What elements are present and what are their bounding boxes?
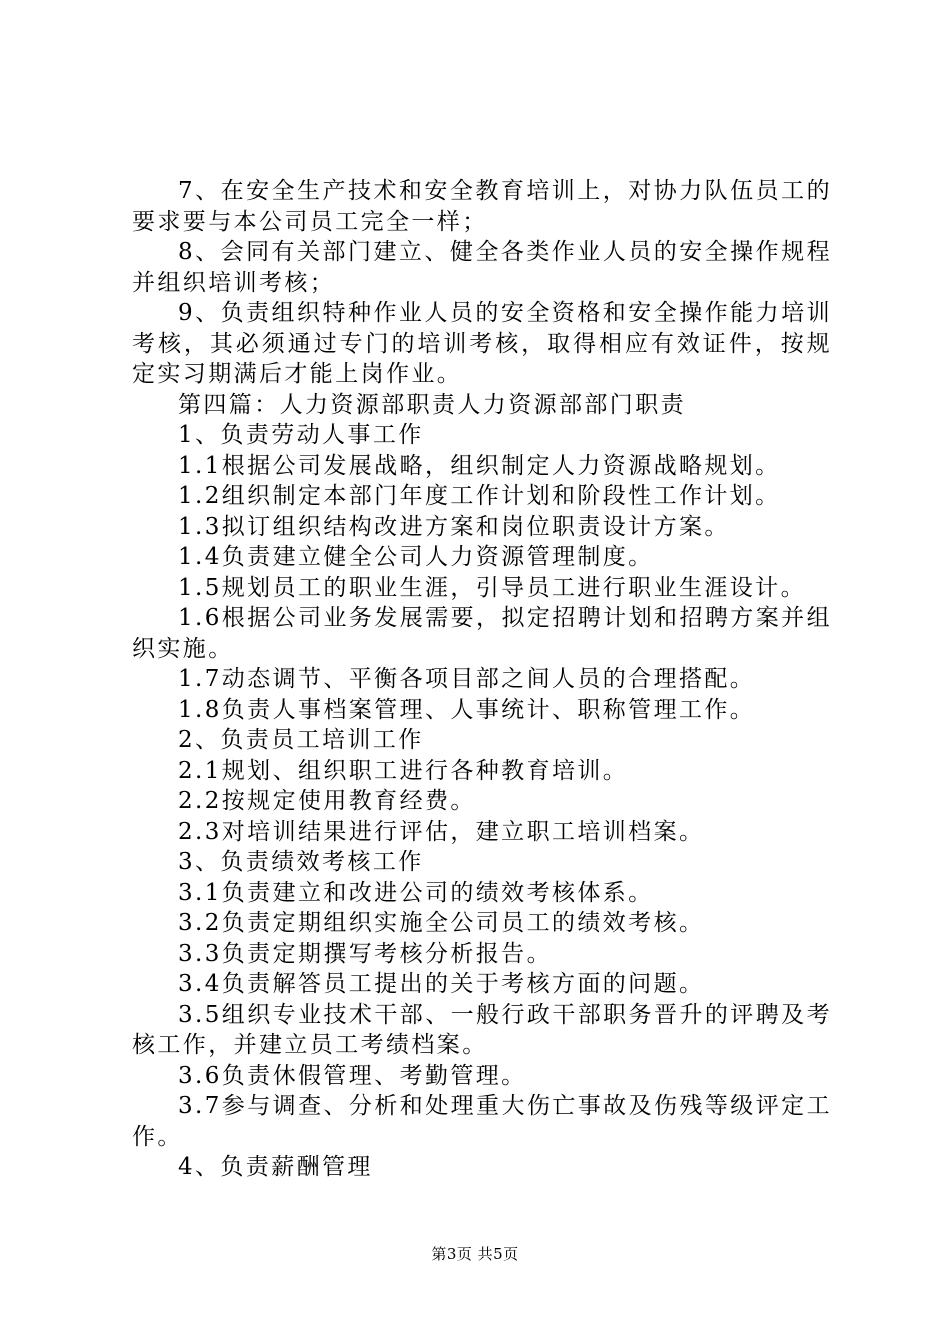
paragraph: 1.4负责建立健全公司人力资源管理制度。 [178,544,654,570]
paragraph: 2.1规划、组织职工进行各种教育培训。 [178,757,629,784]
document-body [132,176,832,1183]
page-number-footer: 第3页 共5页 [431,1245,519,1263]
paragraph: 9、负责组织特种作业人员的安全资格和安全操作能力培训考核，其必须通过专门的培训考核，取得相应有效证件，按规定实习期满后才能上岗作业。 [132,300,832,387]
paragraph: 4、负责薪酬管理 [178,1154,373,1180]
paragraph: 3.5组织专业技术干部、一般行政干部职务晋升的评聘及考核工作，并建立员工考绩档案。 [132,1001,832,1058]
paragraph: 3.4负责解答员工提出的关于考核方面的问题。 [178,971,705,997]
paragraph: 1、负责劳动人事工作 [178,422,424,448]
paragraph: 1.5规划员工的职业生涯，引导员工进行职业生涯设计。 [178,574,806,601]
paragraph: 3.7参与调查、分析和处理重大伤亡事故及伤残等级评定工作。 [132,1093,832,1150]
paragraph: 1.6根据公司业务发展需要，拟定招聘计划和招聘方案并组织实施。 [132,605,832,662]
paragraph: 1.2组织制定本部门年度工作计划和阶段性工作计划。 [178,483,781,509]
paragraph: 8、会同有关部门建立、健全各类作业人员的安全操作规程并组织培训考核； [132,239,832,296]
paragraph: 1.8负责人事档案管理、人事统计、职称管理工作。 [178,696,756,723]
paragraph: 1.7动态调节、平衡各项目部之间人员的合理搭配。 [178,666,756,692]
paragraph: 7、在安全生产技术和安全教育培训上，对协力队伍员工的要求要与本公司员工完全一样； [132,178,832,235]
paragraph: 3、负责绩效考核工作 [178,849,424,875]
paragraph: 3.6负责休假管理、考勤管理。 [178,1062,527,1089]
paragraph: 2.2按规定使用教育经费。 [178,788,476,814]
paragraph: 1.3拟订组织结构改进方案和岗位职责设计方案。 [178,513,730,540]
section-heading: 第四篇：人力资源部职责人力资源部部门职责 [178,391,686,418]
paragraph: 3.1负责建立和改进公司的绩效考核体系。 [178,879,654,906]
paragraph: 2.3对培训结果进行评估，建立职工培训档案。 [178,818,705,845]
paragraph: 3.2负责定期组织实施全公司员工的绩效考核。 [178,910,705,936]
paragraph: 3.3负责定期撰写考核分析报告。 [178,940,552,967]
paragraph: 1.1根据公司发展战略，组织制定人力资源战略规划。 [178,452,781,479]
paragraph: 2、负责员工培训工作 [178,727,424,753]
